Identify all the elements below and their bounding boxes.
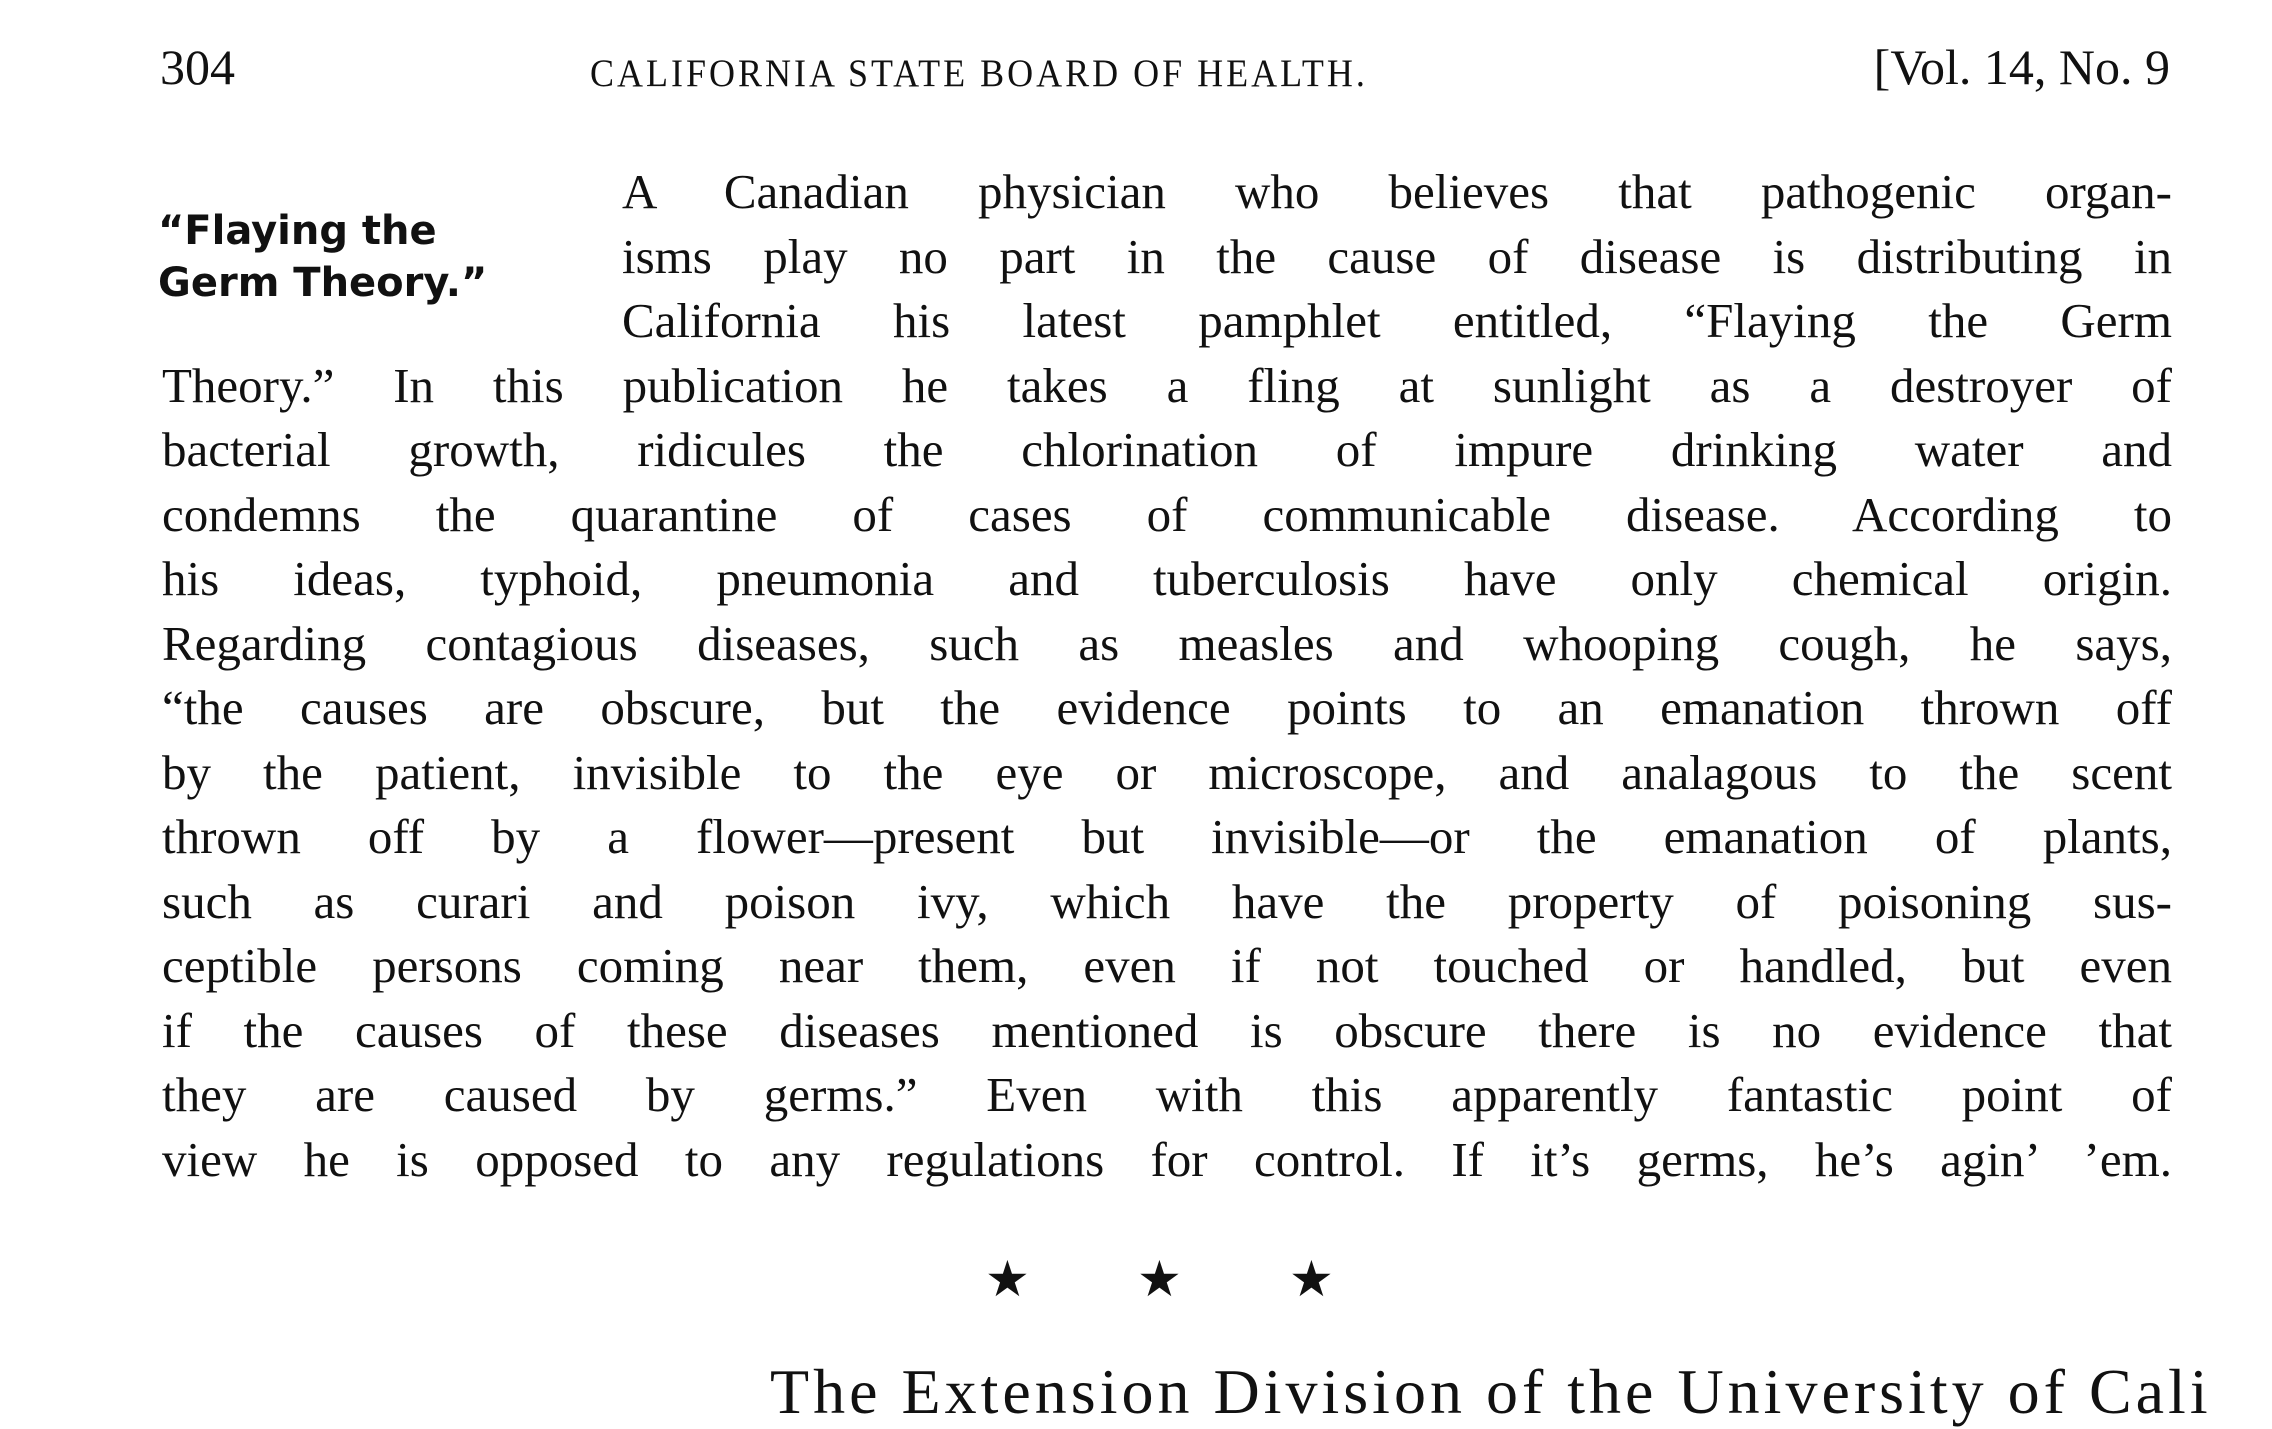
star-icon: ★	[1137, 1251, 1182, 1307]
body-line: Theory.” In this publication he takes a fling at sunlight as a destroyer of	[162, 357, 2172, 413]
body-line: Regarding contagious diseases, such as measles and whooping cough, he says,	[162, 615, 2172, 671]
body-line: California his latest pamphlet entitled, “Flaying the Germ	[622, 293, 2172, 348]
section-separator	[985, 1250, 1441, 1308]
star-icon: ★	[1289, 1251, 1334, 1307]
sidenote-line: “Flaying the	[158, 208, 437, 254]
body-line: A Canadian physician who believes that pathogenic organ-	[622, 164, 2172, 219]
body-line: bacterial growth, ridicules the chlorination of impure drinking water and	[162, 422, 2172, 477]
body-line: “the causes are obscure, but the evidence points to an emanation thrown off	[162, 680, 2172, 735]
star-icon: ★	[985, 1251, 1030, 1307]
body-line: by the patient, invisible to the eye or microscope, and analagous to the scent	[162, 744, 2172, 800]
body-line: view he is opposed to any regulations for control. If it’s germs, he’s agin’ ’em.	[162, 1131, 2172, 1187]
body-line: condemns the quarantine of cases of communicable disease. According to	[162, 486, 2172, 542]
body-line: ceptible persons coming near them, even if not touched or handled, but even	[162, 938, 2172, 993]
body-line: thrown off by a flower—present but invisible—or the emanation of plants,	[162, 809, 2172, 864]
body-line: if the causes of these diseases mentioned is obscure there is no evidence that	[162, 1002, 2172, 1058]
body-line: they are caused by germs.” Even with this apparently fantastic point of	[162, 1067, 2172, 1122]
article-body	[162, 160, 2172, 1192]
volume-issue: [Vol. 14, No. 9	[1873, 39, 2170, 95]
next-section-text-cut-off: The Extension Division of the University of Cali	[770, 1356, 2212, 1427]
body-line: his ideas, typhoid, pneumonia and tuberculosis have only chemical origin.	[162, 551, 2172, 606]
sidenote-line: Germ Theory.”	[158, 260, 488, 306]
body-line: isms play no part in the cause of disease is distributing in	[622, 228, 2172, 284]
page-number: 304	[160, 39, 235, 95]
page-header	[160, 30, 2170, 100]
running-title: CALIFORNIA STATE BOARD OF HEALTH.	[590, 51, 1368, 95]
body-line: such as curari and poison ivy, which have the property of poisoning sus-	[162, 873, 2172, 929]
